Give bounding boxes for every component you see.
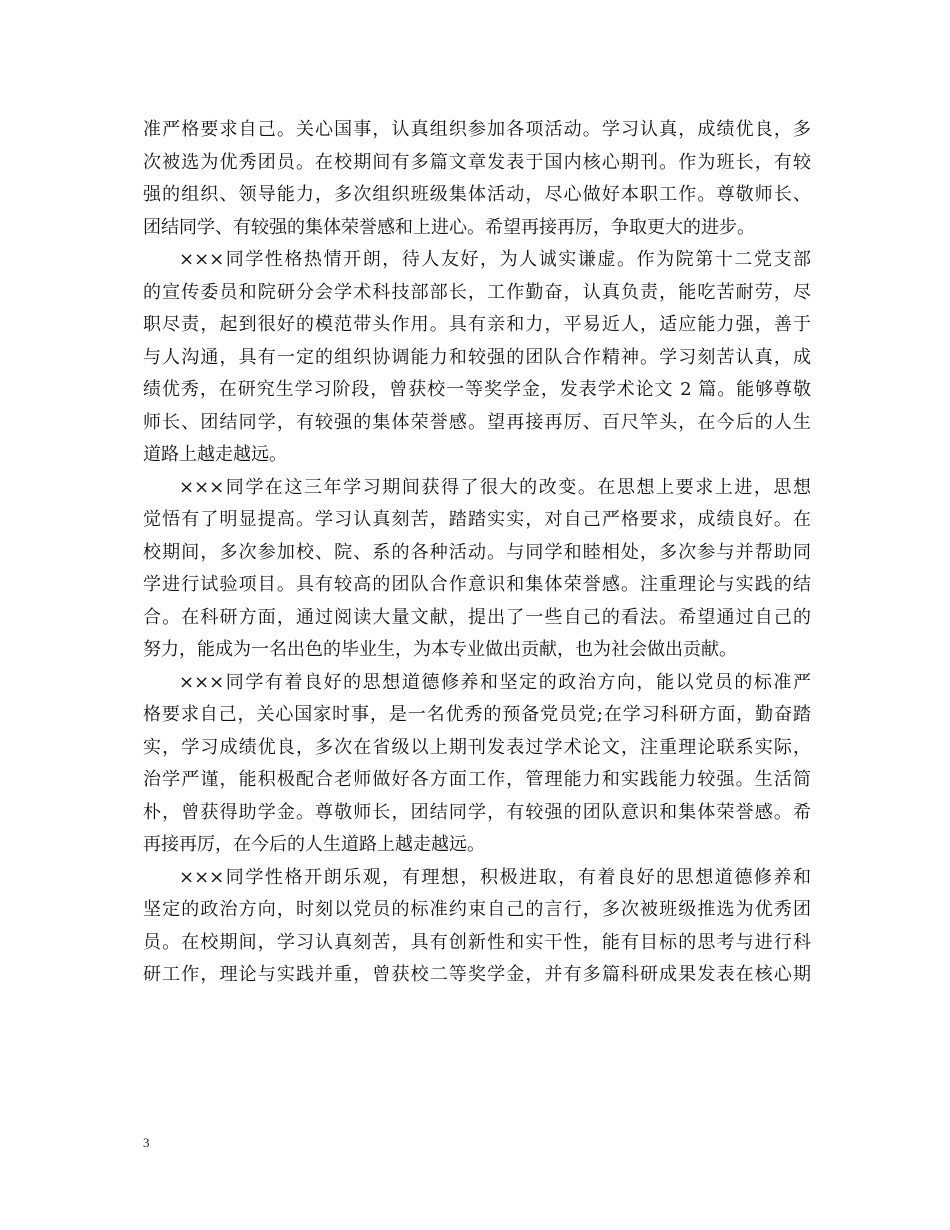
text-line: 再接再厉，在今后的人生道路上越走越远。 bbox=[143, 834, 485, 855]
text-line: 觉悟有了明显提高。学习认真刻苦，踏踏实实，对自己严格要求，成绩良好。在 bbox=[143, 509, 811, 530]
text-line: 研工作，理论与实践并重，曾获校二等奖学金，并有多篇科研成果发表在核心期 bbox=[143, 964, 811, 985]
text-line: ×××同学性格开朗乐观，有理想，积极进取，有着良好的思想道德修养和 bbox=[179, 866, 811, 888]
text-line: 合。在科研方面，通过阅读大量文献，提出了一些自己的看法。希望通过自己的 bbox=[143, 606, 811, 628]
text-line: 实，学习成绩优良，多次在省级以上期刊发表过学术论文，注重理论联系实际， bbox=[143, 736, 811, 758]
text-line: ×××同学性格热情开朗，待人友好，为人诚实谦虚。作为院第十二党支部 bbox=[179, 249, 811, 270]
text-line: 员。在校期间，学习认真刻苦，具有创新性和实干性，能有目标的思考与进行科 bbox=[143, 931, 811, 953]
text-line: 职尽责，起到很好的模范带头作用。具有亲和力，平易近人，适应能力强，善于 bbox=[143, 314, 811, 335]
text-line: 师长、团结同学，有较强的集体荣誉感。望再接再厉、百尺竿头，在今后的人生 bbox=[143, 411, 811, 433]
text-line: 校期间，多次参加校、院、系的各种活动。与同学和睦相处，多次参与并帮助同 bbox=[143, 541, 811, 563]
text-line: 的宣传委员和院研分会学术科技部部长，工作勤奋，认真负责，能吃苦耐劳，尽 bbox=[143, 281, 811, 303]
text-line: 道路上越走越远。 bbox=[143, 444, 287, 465]
text-line: 准严格要求自己。关心国事，认真组织参加各项活动。学习认真，成绩优良，多 bbox=[143, 119, 811, 140]
text-line: 努力，能成为一名出色的毕业生，为本专业做出贡献，也为社会做出贡献。 bbox=[143, 639, 737, 660]
text-line: 格要求自己，关心国家时事，是一名优秀的预备党员党;在学习科研方面，勤奋踏 bbox=[143, 704, 811, 725]
text-line: 治学严谨，能积极配合老师做好各方面工作，管理能力和实践能力较强。生活简 bbox=[143, 769, 811, 790]
text-line: 团结同学、有较强的集体荣誉感和上进心。希望再接再厉，争取更大的进步。 bbox=[143, 216, 755, 238]
body-text bbox=[143, 114, 811, 992]
text-line: 强的组织、领导能力，多次组织班级集体活动，尽心做好本职工作。尊敬师长、 bbox=[143, 184, 811, 205]
text-line: 学进行试验项目。具有较高的团队合作意识和集体荣誉感。注重理论与实践的结 bbox=[143, 574, 811, 595]
text-line: 绩优秀，在研究生学习阶段，曾获校一等奖学金，发表学术论文 2 篇。能够尊敬 bbox=[143, 379, 811, 400]
page-number: 3 bbox=[143, 1135, 150, 1150]
text-line: 与人沟通，具有一定的组织协调能力和较强的团队合作精神。学习刻苦认真，成 bbox=[143, 346, 811, 368]
text-line: ×××同学在这三年学习期间获得了很大的改变。在思想上要求上进，思想 bbox=[179, 476, 811, 498]
text-line: 次被选为优秀团员。在校期间有多篇文章发表于国内核心期刊。作为班长，有较 bbox=[143, 151, 811, 173]
text-line: ×××同学有着良好的思想道德修养和坚定的政治方向，能以党员的标准严 bbox=[179, 671, 811, 693]
text-line: 坚定的政治方向，时刻以党员的标准约束自己的言行，多次被班级推选为优秀团 bbox=[143, 899, 811, 920]
text-line: 朴，曾获得助学金。尊敬师长，团结同学，有较强的团队意识和集体荣誉感。希 bbox=[143, 801, 811, 823]
